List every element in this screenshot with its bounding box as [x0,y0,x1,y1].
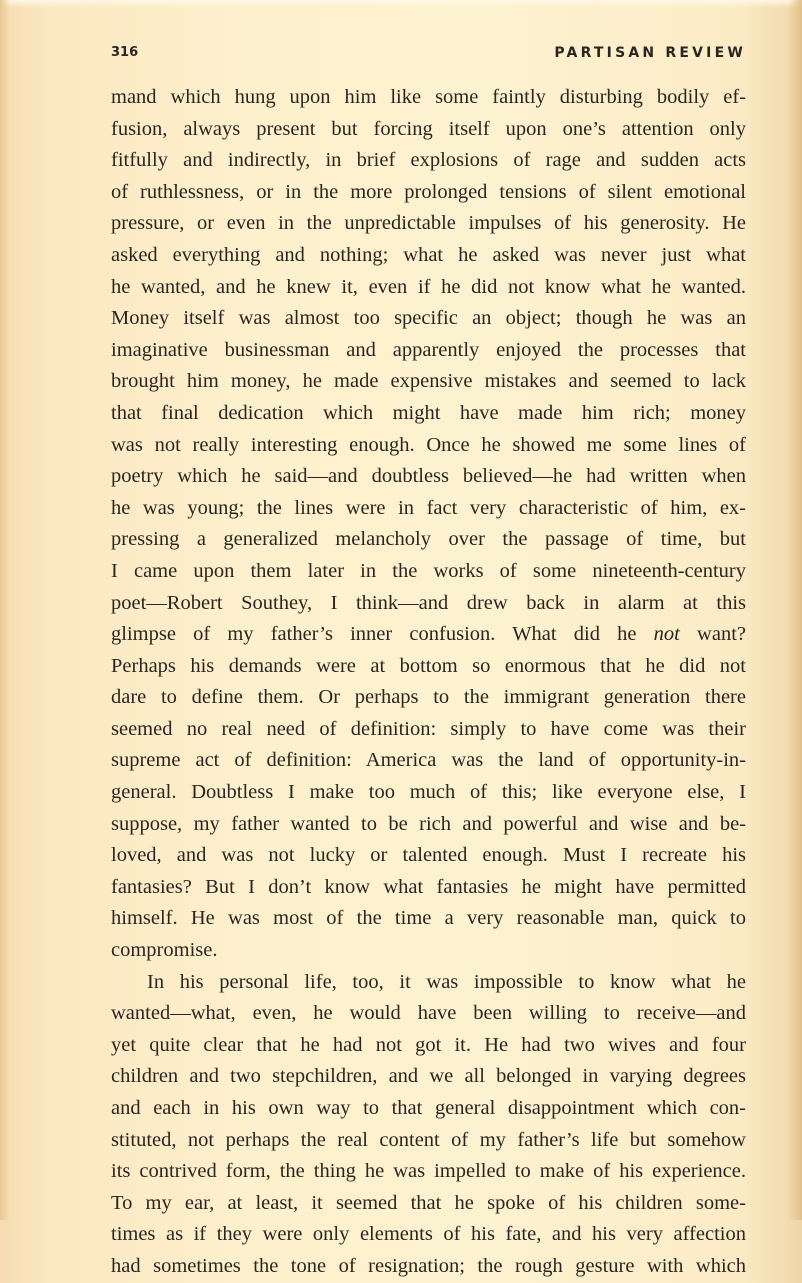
text-line: Perhaps his demands were at bottom so enormous that he did not [111,654,746,677]
text-line: fitfully and indirectly, in brief explosions of rage and sudden acts [111,149,746,172]
text-line: fusion, always present but forcing itself upon one’s attention only [111,117,746,140]
text-line: and each in his own way to that general disappointment which con- [111,1097,746,1119]
text-line: of ruthlessness, or in the more prolonged tensions of silent emotional [111,180,746,203]
text-line: imaginative businessman and apparently enjoyed the processes that [111,338,746,361]
text-line: poetry which he said—and doubtless believed—he had written when [111,465,746,488]
text-line: himself. He was most of the time a very reasonable man, quick to [111,907,746,930]
paragraph-1 [111,82,746,967]
page-gutter-shadow [0,0,10,1220]
text-line: pressure, or even in the unpredictable impulses of his generosity. He [111,212,746,235]
text-line: poet—Robert Southey, I think—and drew back in alarm at this [111,591,746,614]
body-text [111,82,746,1283]
text-line: fantasies? But I don’t know what fantasies he might have permitted [111,875,746,898]
line-text-after: want? [679,623,746,646]
text-line: compromise. [111,939,218,962]
text-line: its contrived form, the thing he was impelled to make of his experience. [111,1160,746,1183]
text-line: dare to define them. Or perhaps to the immigrant generation there [111,686,746,709]
text-line: that final dedication which might have made him rich; money [111,401,746,424]
page-top-edge [0,0,802,8]
text-line: I came upon them later in the works of some nineteenth-century [111,559,746,582]
text-line: mand which hung upon him like some faintly disturbing bodily ef- [111,86,746,108]
page-number: 316 [111,45,139,60]
text-line: wanted—what, even, he would have been willing to receive—and [111,1002,746,1025]
text-line: Money itself was almost too specific an object; though he was an [111,307,746,330]
text-line: seemed no real need of definition: simply to have come was their [111,717,746,740]
text-line: times as if they were only elements of his fate, and his very affection [111,1223,746,1246]
text-line: general. Doubtless I make too much of this; like everyone else, I [111,781,746,804]
text-line: suppose, my father wanted to be rich and powerful and wise and be- [111,812,746,835]
text-line-with-emphasis [111,619,746,651]
text-line: stituted, not perhaps the real content of my father’s life but somehow [111,1128,746,1151]
running-head [111,45,746,67]
paragraph-2 [111,967,746,1283]
text-line: children and two stepchildren, and we all belonged in varying degrees [111,1065,746,1088]
text-line: asked everything and nothing; what he asked was never just what [111,243,746,266]
text-line: To my ear, at least, it seemed that he spoke of his children some- [111,1191,746,1214]
journal-title: PARTISAN REVIEW [554,45,746,61]
text-line: pressing a generalized melancholy over the passage of time, but [111,528,746,551]
text-line: was not really interesting enough. Once he showed me some lines of [111,433,746,456]
text-line: brought him money, he made expensive mistakes and seemed to lack [111,370,746,393]
text-line: had sometimes the tone of resignation; the rough gesture with which [111,1254,746,1277]
text-line: loved, and was not lucky or talented enough. Must I recreate his [111,844,746,867]
emphasis-text: not [653,623,680,646]
page-edge-shadow [788,0,802,1220]
text-line: In his personal life, too, it was impossible to know what he [147,970,746,993]
text-line: he was young; the lines were in fact very characteristic of him, ex- [111,496,746,519]
text-line: he wanted, and he knew it, even if he did not know what he wanted. [111,275,746,298]
text-line: supreme act of definition: America was the land of opportunity-in- [111,749,746,772]
line-text: glimpse of my father’s inner confusion. What did he [111,623,637,646]
text-line: yet quite clear that he had not got it. He had two wives and four [111,1033,746,1056]
